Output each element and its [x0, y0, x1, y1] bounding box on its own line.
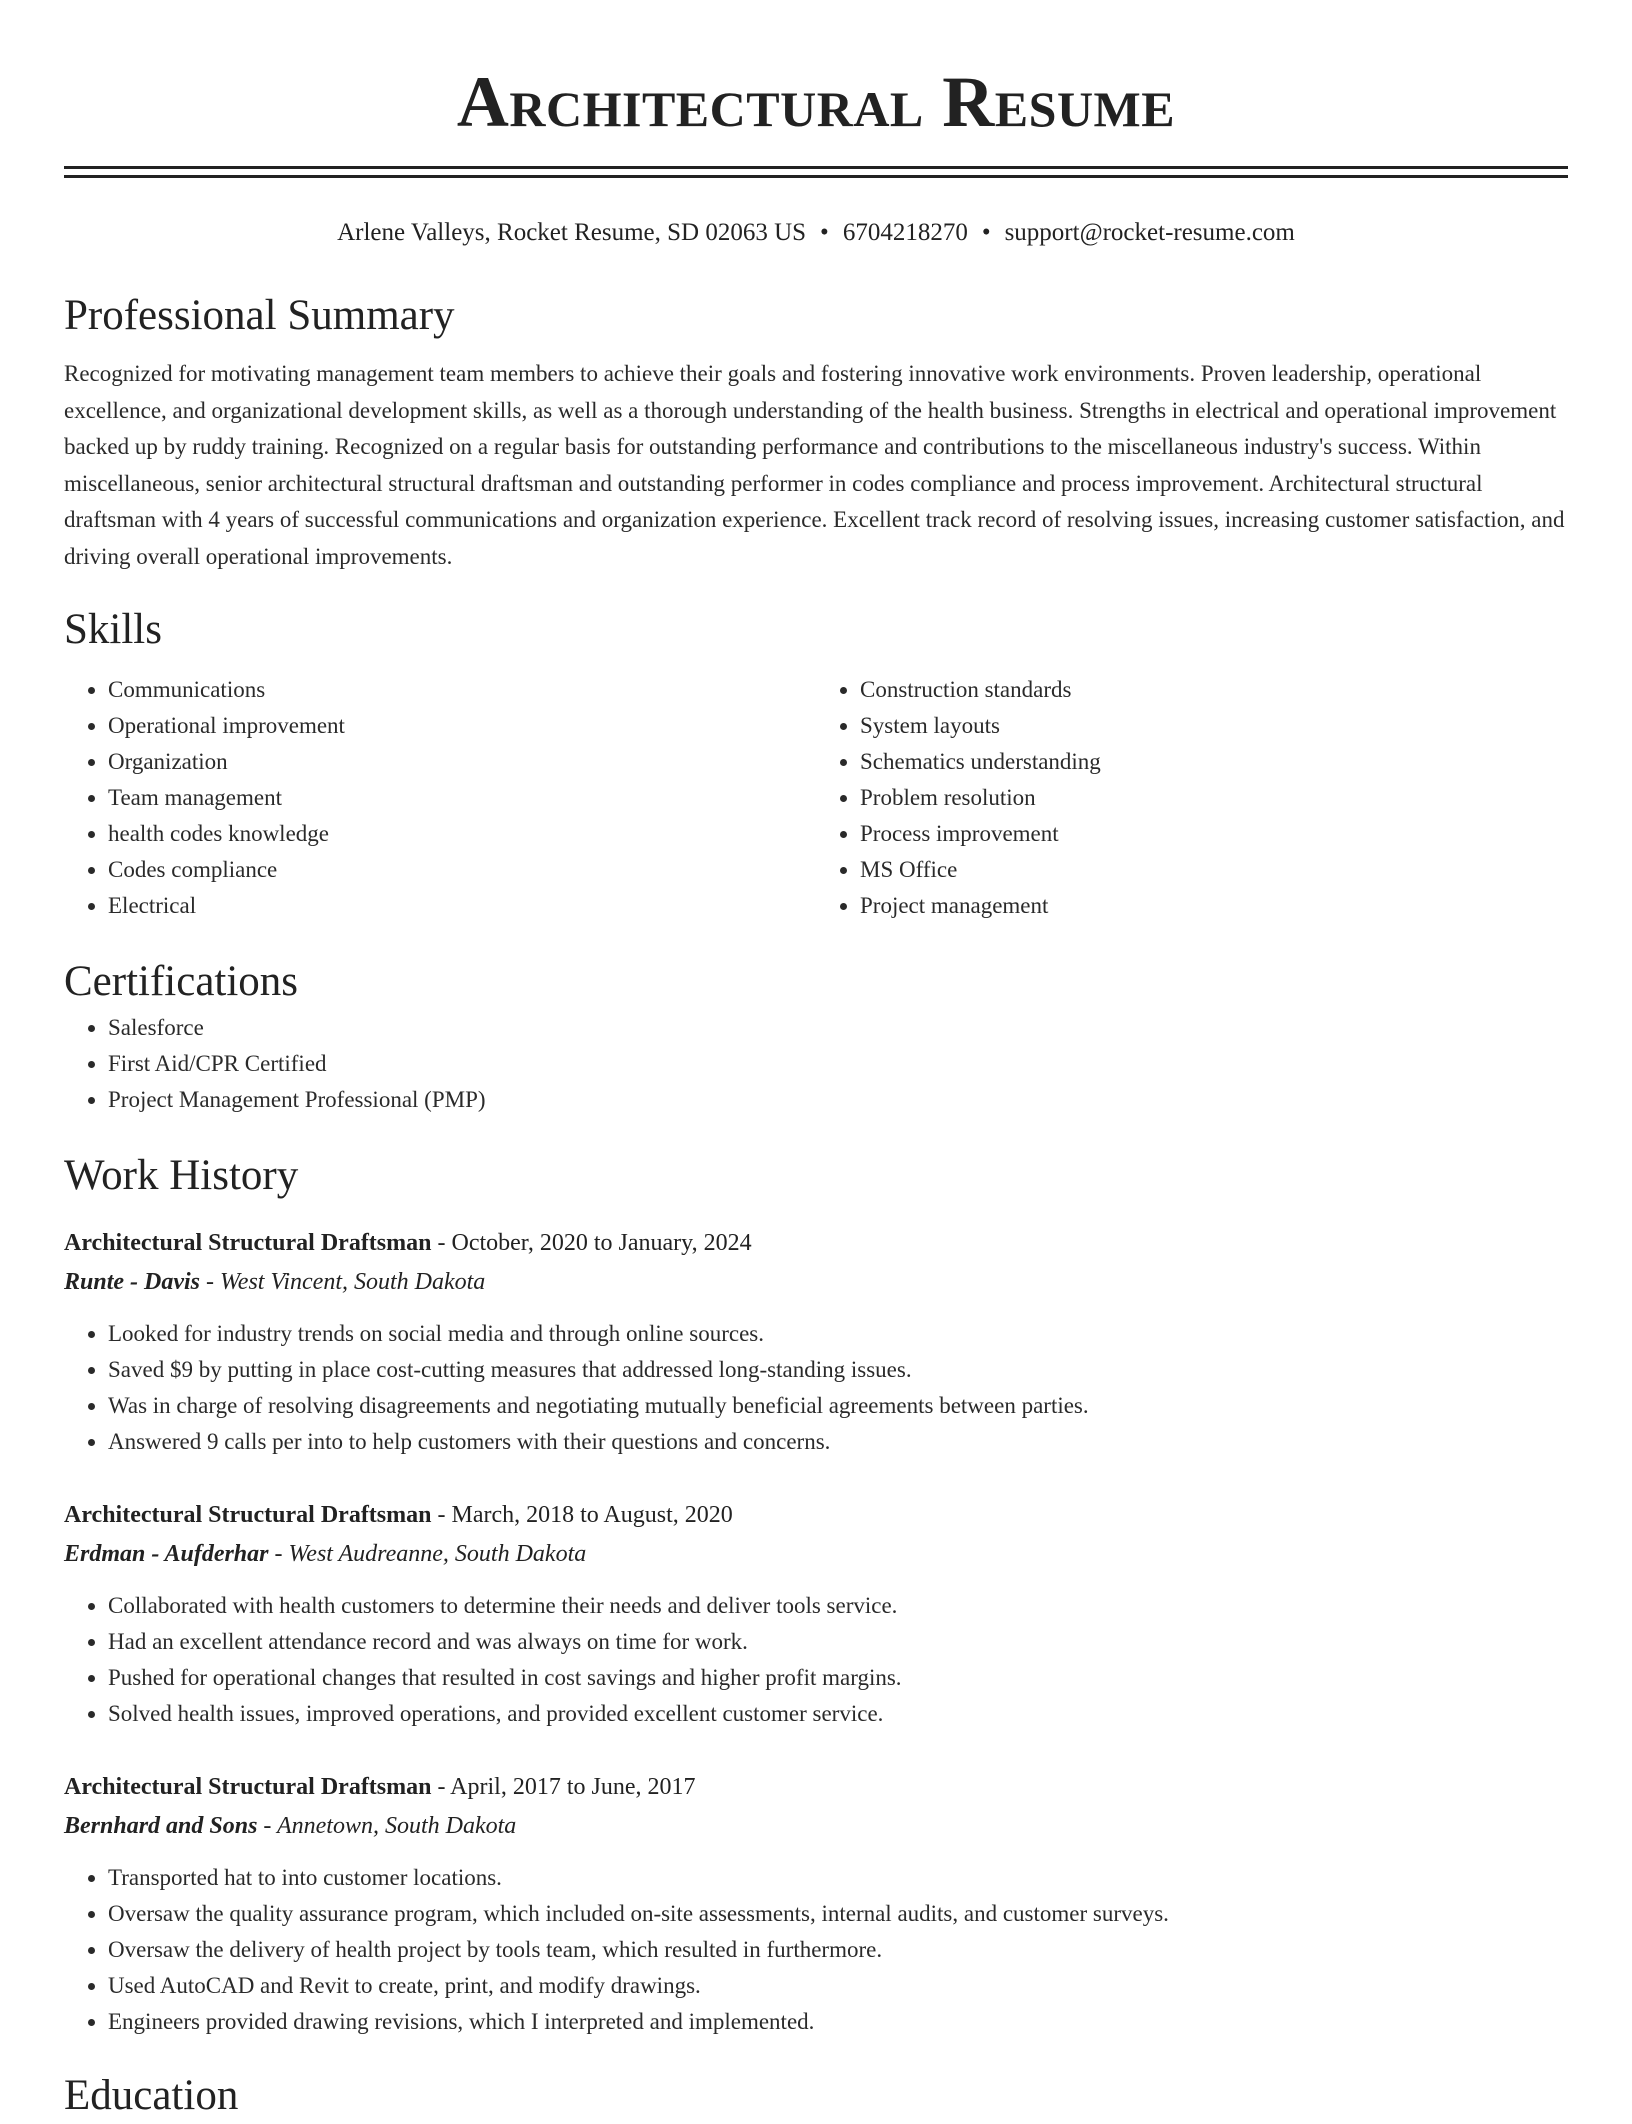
- skill-item: • Organization: [108, 744, 816, 780]
- job-bullet: • Pushed for operational changes that resulted in cost savings and higher profit margins.: [108, 1660, 1568, 1696]
- job-dash: -: [431, 1773, 451, 1800]
- job-entry: [64, 1224, 1568, 1460]
- job-company-line: [64, 1534, 1568, 1574]
- job-title: Architectural Structural Draftsman: [64, 1229, 432, 1256]
- job-dates: March, 2018 to August, 2020: [451, 1501, 733, 1528]
- job-company: Runte - Davis: [64, 1268, 201, 1295]
- job-dash: -: [257, 1812, 277, 1839]
- education-heading: Education: [64, 2071, 239, 2119]
- job-header: [64, 1224, 1568, 1262]
- skills-list-left: [64, 672, 816, 924]
- skills-list-right: [816, 672, 1568, 924]
- title-rule-top: [64, 166, 1568, 169]
- job-dates: October, 2020 to January, 2024: [451, 1229, 752, 1256]
- job-location: West Vincent, South Dakota: [220, 1268, 486, 1295]
- job-company-line: [64, 1262, 1568, 1302]
- job-bullet: • Collaborated with health customers to determine their needs and deliver tools service.: [108, 1588, 1568, 1624]
- job-bullet: • Solved health issues, improved operations, and provided excellent customer service.: [108, 1696, 1568, 1732]
- job-bullet: • Saved $9 by putting in place cost-cutting measures that addressed long-standing issues.: [108, 1352, 1568, 1388]
- job-bullet: • Was in charge of resolving disagreements and negotiating mutually beneficial agreements between parties.: [108, 1388, 1568, 1424]
- job-bullet: • Engineers provided drawing revisions, which I interpreted and implemented.: [108, 2004, 1568, 2040]
- contact-line: [64, 216, 1568, 250]
- skill-item: • Electrical: [108, 888, 816, 924]
- job-dash: -: [431, 1501, 452, 1528]
- job-bullet: • Used AutoCAD and Revit to create, print, and modify drawings.: [108, 1968, 1568, 2004]
- job-title: Architectural Structural Draftsman: [64, 1773, 432, 1800]
- job-bullet: • Answered 9 calls per into to help customers with their questions and concerns.: [108, 1424, 1568, 1460]
- certifications-list: [64, 1010, 1568, 1118]
- skill-item: • health codes knowledge: [108, 816, 816, 852]
- job-header: [64, 1768, 1568, 1806]
- job-location: West Audreanne, South Dakota: [288, 1540, 587, 1567]
- contact-separator: •: [981, 219, 991, 246]
- job-header: [64, 1496, 1568, 1534]
- skills-heading: Skills: [64, 605, 162, 653]
- contact-address: Arlene Valleys, Rocket Resume, SD 02063 US: [337, 219, 807, 246]
- skill-item: • Team management: [108, 780, 816, 816]
- job-bullets: [64, 1588, 1568, 1732]
- certification-item: • Project Management Professional (PMP): [108, 1082, 1568, 1118]
- summary-text: Recognized for motivating management team members to achieve their goals and fostering innovative work environments. Proven leadership, operational excellence, and organizational development skills, as well as a thorough understanding of the health business. Strengths in electrical and operational improvement backed up by ruddy training. Recognized on a regular basis for outstanding performance and contributions to the miscellaneous industry's success. Within miscellaneous, senior architectural structural draftsman and outstanding performer in codes compliance and process improvement. Architectural structural draftsman with 4 years of successful communications and organization experience. Excellent track record of resolving issues, increasing customer satisfaction, and driving overall operational improvements.: [64, 361, 1565, 569]
- job-bullet: • Transported hat to into customer locations.: [108, 1860, 1568, 1896]
- work-history-list: [64, 1224, 1568, 2040]
- job-bullets: [64, 1860, 1568, 2040]
- job-dash: -: [268, 1540, 289, 1567]
- certification-item: • First Aid/CPR Certified: [108, 1046, 1568, 1082]
- job-bullet: • Oversaw the quality assurance program, which included on-site assessments, internal audits, and customer surveys.: [108, 1896, 1568, 1932]
- skill-item: • Operational improvement: [108, 708, 816, 744]
- job-location: Annetown, South Dakota: [276, 1812, 517, 1839]
- job-company: Bernhard and Sons: [64, 1812, 258, 1839]
- contact-phone: 6704218270: [842, 219, 968, 246]
- certification-item: • Salesforce: [108, 1010, 1568, 1046]
- job-dash: -: [200, 1268, 221, 1295]
- work-history-heading: Work History: [64, 1151, 299, 1199]
- job-dash: -: [431, 1229, 452, 1256]
- skill-item: • Construction standards: [860, 672, 1568, 708]
- skill-item: • Schematics understanding: [860, 744, 1568, 780]
- job-bullet: • Had an excellent attendance record and was always on time for work.: [108, 1624, 1568, 1660]
- job-bullet: • Looked for industry trends on social media and through online sources.: [108, 1316, 1568, 1352]
- job-company: Erdman - Aufderhar: [64, 1540, 269, 1567]
- job-title: Architectural Structural Draftsman: [64, 1501, 432, 1528]
- job-dates: April, 2017 to June, 2017: [450, 1773, 696, 1800]
- job-company-line: [64, 1806, 1568, 1846]
- title-rule-bottom: [64, 175, 1568, 178]
- skill-item: • Communications: [108, 672, 816, 708]
- job-bullets: [64, 1316, 1568, 1460]
- job-entry: [64, 1768, 1568, 2040]
- resume-content: [64, 0, 1568, 2124]
- job-bullet: • Oversaw the delivery of health project by tools team, which resulted in furthermore.: [108, 1932, 1568, 1968]
- certifications-heading: Certifications: [64, 957, 299, 1005]
- skill-item: • MS Office: [860, 852, 1568, 888]
- skills-columns: [64, 672, 1568, 924]
- skill-item: • Problem resolution: [860, 780, 1568, 816]
- skill-item: • Process improvement: [860, 816, 1568, 852]
- summary-heading: Professional Summary: [64, 292, 455, 339]
- skill-item: • Project management: [860, 888, 1568, 924]
- job-entry: [64, 1496, 1568, 1732]
- contact-email: support@rocket-resume.com: [1004, 219, 1295, 246]
- skill-item: • Codes compliance: [108, 852, 816, 888]
- contact-separator: •: [820, 219, 829, 246]
- resume-title: Architectural Resume: [456, 62, 1176, 142]
- skill-item: • System layouts: [860, 708, 1568, 744]
